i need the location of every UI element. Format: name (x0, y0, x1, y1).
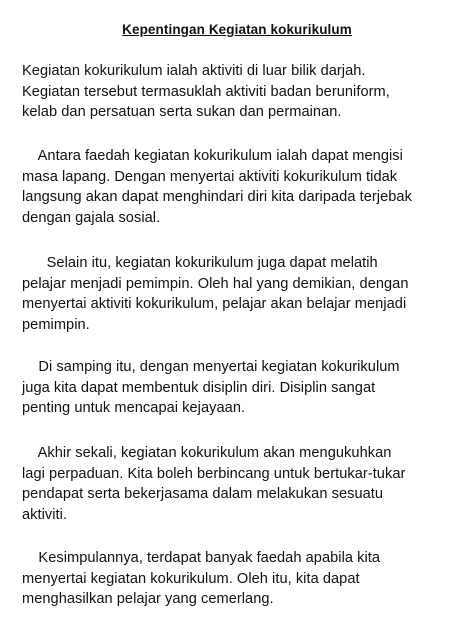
paragraph-line: langsung akan dapat menghindari diri kita daripada terjebak (22, 189, 412, 205)
paragraph-line: Kegiatan kokurikulum ialah aktiviti di luar bilik darjah. (22, 63, 366, 79)
paragraph-1 (22, 61, 462, 123)
paragraph-line: pelajar menjadi pemimpin. Oleh hal yang demikian, dengan (22, 275, 409, 292)
paragraph-line: Akhir sekali, kegiatan kokurikulum akan mengukuhkan (22, 445, 392, 461)
paragraph-6 (22, 548, 462, 610)
paragraph-3 (22, 253, 462, 335)
paragraph-line: Antara faedah kegiatan kokurikulum ialah dapat mengisi (22, 148, 403, 164)
paragraph-line: menghasilkan pelajar yang cemerlang. (22, 591, 274, 607)
paragraph-line: Di samping itu, dengan menyertai kegiatan kokurikulum (22, 359, 400, 375)
paragraph-line: Selain itu, kegiatan kokurikulum juga dapat melatih (22, 255, 378, 271)
paragraph-4 (22, 357, 462, 419)
paragraph-line: menyertai kegiatan kokurikulum. Oleh itu, kita dapat (22, 570, 360, 587)
paragraph-5 (22, 443, 462, 525)
document-title: Kepentingan Kegiatan kokurikulum (122, 22, 352, 37)
paragraph-line: menyertai aktiviti kokurikulum, pelajar akan belajar menjadi (22, 296, 407, 312)
paragraph-line: dengan gajala sosial. (22, 209, 161, 226)
paragraph-line: pendapat serta bekerjasama dalam melakukan sesuatu (22, 486, 384, 502)
paragraph-line: juga kita dapat membentuk disiplin diri. Disiplin sangat (22, 379, 376, 396)
paragraph-line: penting untuk mencapai kejayaan. (22, 400, 246, 416)
paragraph-line: Kegiatan tersebut termasuklah aktiviti badan beruniform, (22, 83, 390, 100)
paragraph-line: Kesimpulannya, terdapat banyak faedah apabila kita (22, 550, 381, 566)
paragraph-line: aktiviti. (22, 506, 68, 523)
paragraph-2 (22, 146, 462, 228)
paragraph-line: masa lapang. Dengan menyertai aktiviti kokurikulum tidak (22, 168, 398, 185)
paragraph-line: lagi perpaduan. Kita boleh berbincang untuk bertukar-tukar (22, 465, 406, 482)
paragraph-line: pemimpin. (22, 316, 90, 333)
paragraph-line: kelab dan persatuan serta sukan dan permainan. (22, 104, 342, 120)
